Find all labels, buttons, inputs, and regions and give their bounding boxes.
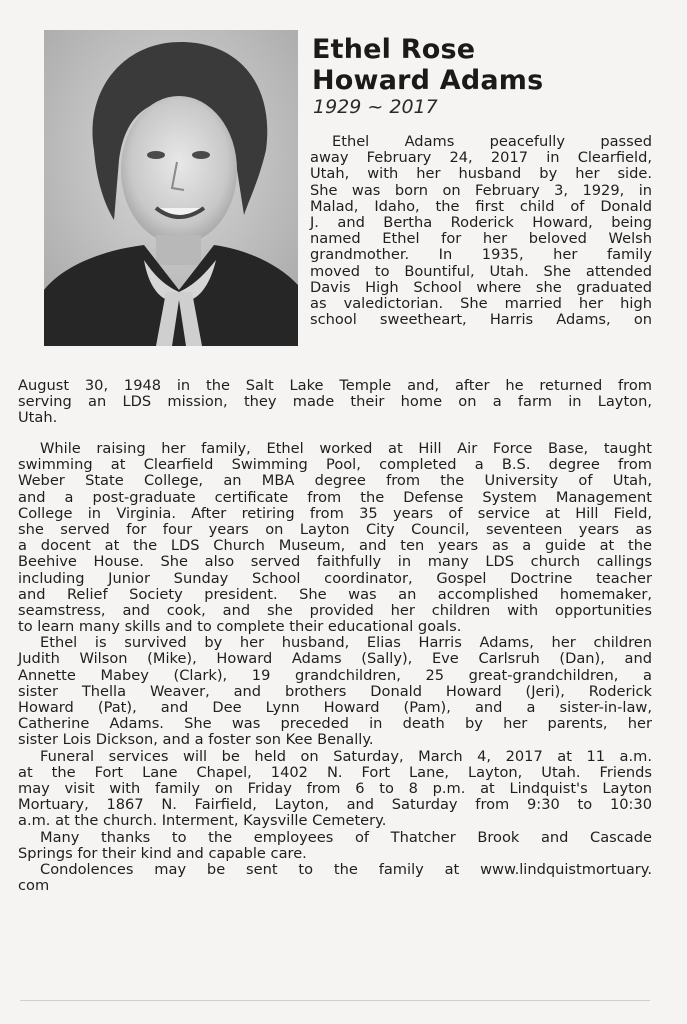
- text-line: While raising her family, Ethel worked at Hill Air Force Base, taught: [40, 440, 652, 457]
- life-years: 1929 ~ 2017: [313, 96, 438, 118]
- paragraph-opening-continued: [18, 378, 652, 427]
- text-line: may visit with family on Friday from 6 to 8 p.m. at Lindquist's Layton: [18, 779, 652, 797]
- text-line: J. and Bertha Roderick Howard, being: [310, 213, 652, 231]
- text-line: away February 24, 2017 in Clearfield,: [310, 149, 652, 167]
- text-line: and a post-graduate certificate from the Defense System Management: [18, 488, 652, 506]
- text-line: moved to Bountiful, Utah. She attended: [310, 262, 652, 280]
- text-line: a docent at the LDS Church Museum, and ten years as a guide at the: [18, 537, 652, 555]
- text-line: Springs for their kind and capable care.: [18, 844, 307, 862]
- text-line: com: [18, 877, 50, 895]
- text-line: at the Fort Lane Chapel, 1402 N. Fort Lane, Layton, Utah. Friends: [18, 763, 652, 781]
- obituary-opening-column: [310, 134, 652, 328]
- obituary-body: [18, 441, 652, 894]
- text-line: Judith Wilson (Mike), Howard Adams (Sally), Eve Carlsruh (Dan), and: [18, 650, 652, 668]
- text-line: named Ethel for her beloved Welsh: [310, 230, 652, 248]
- text-line: She was born on February 3, 1929, in: [310, 181, 652, 199]
- text-line: Many thanks to the employees of Thatcher Brook and Cascade: [40, 828, 652, 846]
- text-line: sister Thella Weaver, and brothers Donald Howard (Jeri), Roderick: [18, 682, 652, 700]
- text-line: Beehive House. She also served faithfully in many LDS church callings: [18, 553, 652, 571]
- text-line: College in Virginia. After retiring from 35 years of service at Hill Field,: [18, 504, 652, 522]
- paragraph-services: [18, 749, 652, 830]
- text-line: Howard (Pat), and Dee Lynn Howard (Pam), and a sister-in-law,: [18, 699, 652, 716]
- text-line: to learn many skills and to complete their educational goals.: [18, 618, 462, 636]
- text-line: Davis High School where she graduated: [310, 278, 652, 296]
- text-line: grandmother. In 1935, her family: [310, 246, 652, 264]
- paragraph-thanks: [18, 830, 652, 862]
- text-line: a.m. at the church. Interment, Kaysville Cemetery.: [18, 812, 387, 830]
- name-line-1: Ethel Rose: [312, 34, 476, 65]
- text-line: Utah, with her husband by her side.: [310, 165, 652, 183]
- paragraph-condolences: [18, 862, 652, 894]
- text-line: August 30, 1948 in the Salt Lake Temple and, after he returned from: [18, 377, 652, 394]
- text-line: serving an LDS mission, they made their home on a farm in Layton,: [18, 393, 652, 411]
- text-line: she served for four years on Layton City Council, seventeen years as: [18, 520, 652, 538]
- bottom-divider: [20, 1000, 650, 1001]
- obituary-opening-continued: [18, 378, 652, 427]
- text-line: Mortuary, 1867 N. Fairfield, Layton, and Saturday from 9:30 to 10:30: [18, 796, 652, 814]
- text-line: swimming at Clearfield Swimming Pool, completed a B.S. degree from: [18, 456, 652, 474]
- paragraph-career: [18, 441, 652, 635]
- text-line: school sweetheart, Harris Adams, on: [310, 311, 652, 329]
- text-line: as valedictorian. She married her high: [310, 294, 652, 312]
- text-line: Malad, Idaho, the first child of Donald: [310, 197, 652, 215]
- text-line: Ethel is survived by her husband, Elias Harris Adams, her children: [40, 634, 652, 652]
- deceased-name: [312, 34, 543, 96]
- text-line: Weber State College, an MBA degree from the University of Utah,: [18, 472, 652, 490]
- portrait-photo: [44, 30, 298, 346]
- text-line: seamstress, and cook, and she provided her children with opportunities: [18, 601, 652, 619]
- text-line: sister Lois Dickson, and a foster son Kee Benally.: [18, 731, 374, 749]
- text-line: Ethel Adams peacefully passed: [332, 133, 652, 150]
- text-line: and Relief Society president. She was an accomplished homemaker,: [18, 585, 652, 603]
- paragraph-survivors: [18, 635, 652, 748]
- text-line: Catherine Adams. She was preceded in death by her parents, her: [18, 715, 652, 733]
- portrait-image: [44, 30, 298, 346]
- text-line: including Junior Sunday School coordinator, Gospel Doctrine teacher: [18, 569, 652, 587]
- text-line: Condolences may be sent to the family at www.lindquistmortuary.: [40, 860, 652, 878]
- paragraph-opening: [310, 134, 652, 328]
- text-line: Annette Mabey (Clark), 19 grandchildren, 25 great-grandchildren, a: [18, 666, 652, 684]
- text-line: Utah.: [18, 409, 58, 427]
- name-line-2: Howard Adams: [312, 65, 544, 96]
- text-line: Funeral services will be held on Saturday, March 4, 2017 at 11 a.m.: [40, 747, 652, 765]
